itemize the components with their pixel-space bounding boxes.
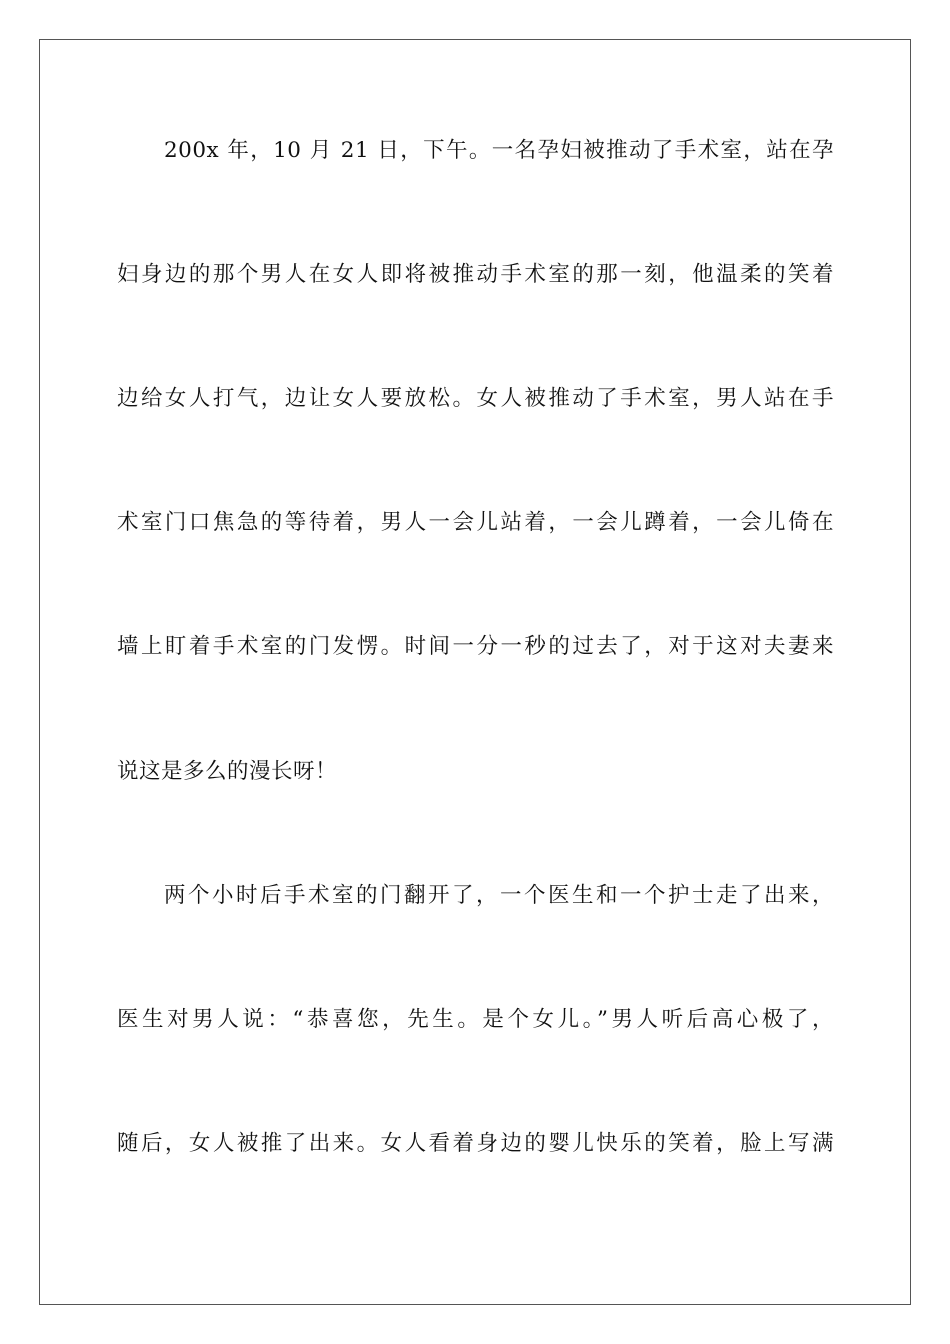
paragraph-1-line-1: 200x 年，10 月 21 日，下午。一名孕妇被推动了手术室，站在孕	[164, 138, 834, 163]
paragraph-1-line-4: 术室门口焦急的等待着，男人一会儿站着，一会儿蹲着，一会儿倚在	[117, 510, 834, 535]
paragraph-1-line-3: 边给女人打气，边让女人要放松。女人被推动了手术室，男人站在手	[117, 386, 834, 411]
paragraph-2-line-1: 两个小时后手术室的门翻开了，一个医生和一个护士走了出来，	[164, 883, 834, 908]
paragraph-1-line-6: 说这是多么的漫长呀！	[117, 759, 338, 784]
paragraph-1-line-2: 妇身边的那个男人在女人即将被推动手术室的那一刻，他温柔的笑着	[117, 262, 834, 287]
paragraph-2-line-3: 随后，女人被推了出来。女人看着身边的婴儿快乐的笑着，脸上写满	[117, 1131, 834, 1156]
page-frame	[39, 39, 911, 1305]
paragraph-1-line-5: 墙上盯着手术室的门发愣。时间一分一秒的过去了，对于这对夫妻来	[117, 634, 834, 659]
paragraph-2-line-2: 医生对男人说：“恭喜您，先生。是个女儿。”男人听后高心极了，	[117, 1007, 834, 1032]
